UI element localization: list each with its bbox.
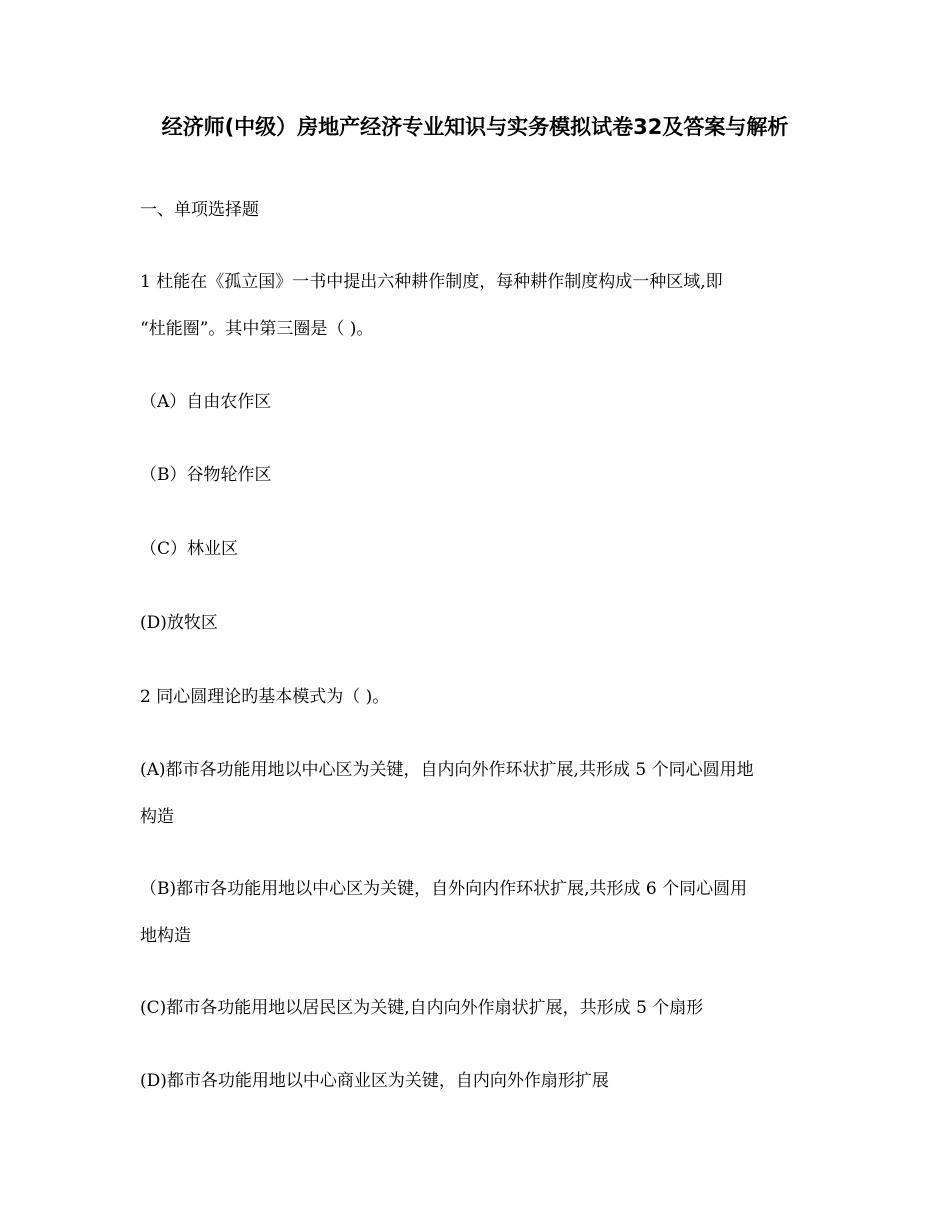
section-heading: 一、单项选择题	[140, 200, 259, 220]
question-1-stem-line-2: “杜能圈”。其中第三圈是（ )。	[140, 319, 374, 339]
document-title: 经济师(中级）房地产经济专业知识与实务模拟试卷32及答案与解析	[161, 115, 789, 139]
question-1-option-c: （C）林业区	[140, 539, 239, 559]
question-2-option-b-line-2: 地构造	[140, 926, 191, 946]
question-2-stem: 2 同心圆理论旳基本模式为（ )。	[140, 687, 390, 707]
question-2-option-a-line-2: 构造	[140, 807, 174, 827]
question-1-option-b: （B）谷物轮作区	[140, 465, 272, 485]
question-2-option-c: (C)都市各功能用地以居民区为关键,自内向外作扇状扩展，共形成 5 个扇形	[140, 998, 704, 1018]
question-1-stem-line-1: 1 杜能在《孤立国》一书中提出六种耕作制度，每种耕作制度构成一种区域,即	[140, 272, 723, 292]
question-1-option-a: （A）自由农作区	[140, 392, 272, 412]
question-2-option-d: (D)都市各功能用地以中心商业区为关键，自内向外作扇形扩展	[140, 1071, 609, 1091]
question-2-option-b-line-1: （B)都市各功能用地以中心区为关键，自外向内作环状扩展,共形成 6 个同心圆用	[140, 879, 748, 899]
question-2-option-a-line-1: (A)都市各功能用地以中心区为关键，自内向外作环状扩展,共形成 5 个同心圆用地	[140, 760, 754, 780]
question-1-option-d: (D)放牧区	[140, 613, 218, 633]
